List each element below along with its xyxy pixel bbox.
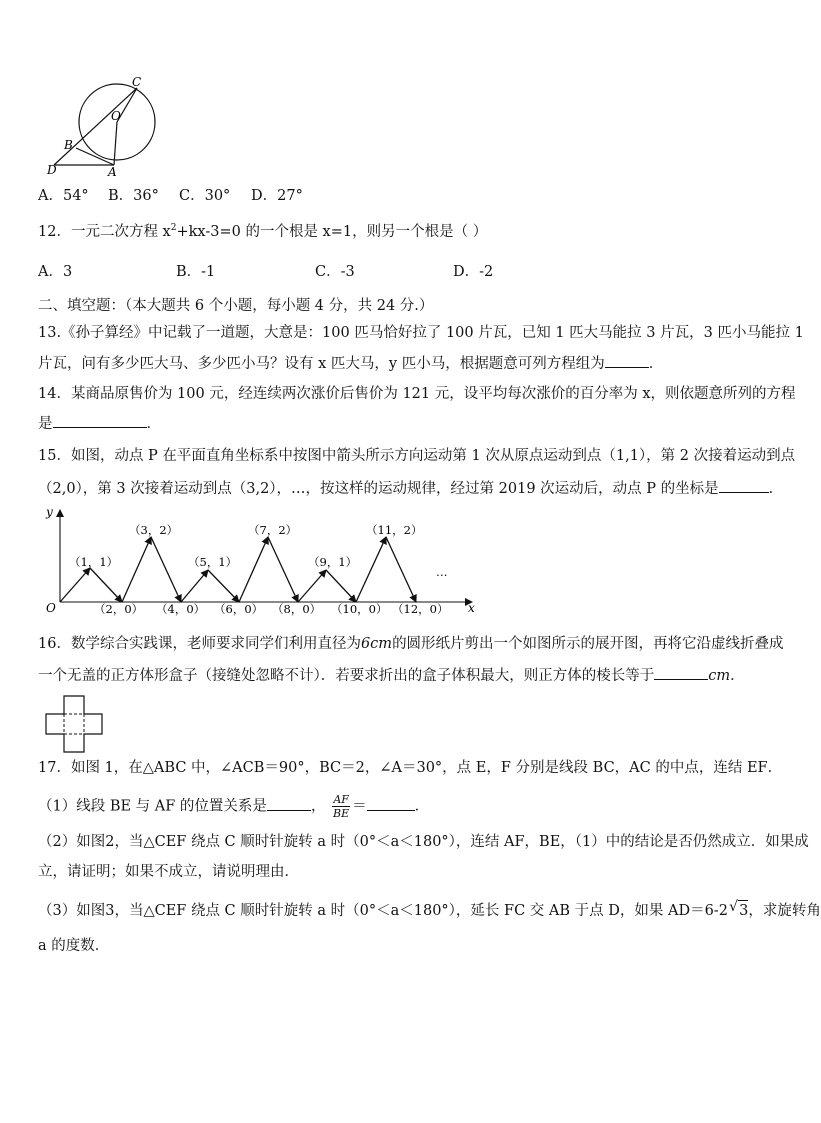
point-label-9-1: （9，1）: [308, 555, 358, 569]
q12-option-a[interactable]: A．3: [38, 264, 73, 280]
point-label-8-0: （8，0）: [272, 602, 322, 616]
continuation-ellipsis: …: [436, 565, 448, 579]
sqrt-symbol: √ 3: [738, 900, 748, 921]
q17-part3-line2: a 的度数．: [38, 938, 110, 954]
point-label-6-0: （6，0）: [214, 602, 264, 616]
q17-ratio-blank[interactable]: [367, 796, 415, 811]
q13-answer-blank[interactable]: [605, 353, 649, 368]
q11-options: [38, 186, 303, 206]
q14-line1: 14．某商品原售价为 100 元，经连续两次涨价后售价为 121 元，设平均每次涨价的百分率为 x，则依题意所列的方程: [38, 386, 796, 402]
q16-line2: 一个无盖的正方体形盒子（接缝处忽略不计）．若要求折出的盒子体积最大，则正方体的棱长等于 cm．: [38, 665, 745, 686]
section-heading: 二、填空题：（本大题共 6 个小题，每小题 4 分，共 24 分.）: [38, 298, 434, 314]
label-a: A: [108, 165, 117, 179]
q17-line1: 17．如图 1，在△ABC 中，∠ACB＝90°，BC＝2，∠A＝30°，点 E，F 分别是线段 BC，AC 的中点，连结 EF．: [38, 760, 783, 776]
q11-option-b[interactable]: B．36°: [108, 188, 159, 204]
q11-circle-figure: [44, 74, 164, 178]
origin-label: O: [46, 601, 56, 615]
point-label-5-1: （5，1）: [188, 555, 238, 569]
point-label-2-0: （2，0）: [94, 602, 144, 616]
q15-answer-blank[interactable]: [719, 478, 769, 493]
q12-question: 12．一元二次方程 $x^2+kx-3=0$ 的一个根是 x=1，则另一个根是（ ）: [38, 223, 488, 240]
q16-line1: 16．数学综合实践课，老师要求同学们利用直径为6cm的圆形纸片剪出一个如图所示的展开图，再将它沿虚线折叠成: [38, 636, 784, 652]
q14-line2: 是 ．: [38, 413, 161, 434]
point-label-7-2: （7，2）: [248, 523, 298, 537]
q13-line1: 13.《孙子算经》中记载了一道题，大意是：100 匹马恰好拉了 100 片瓦，已知 1 匹大马能拉 3 片瓦，3 匹小马能拉 1: [38, 325, 804, 341]
q12-option-c[interactable]: C．-3: [315, 264, 355, 280]
point-label-10-0: （10，0）: [331, 602, 388, 616]
zigzag-path: [60, 537, 416, 602]
q16-cube-net-figure: [44, 694, 104, 754]
q17-fraction: $\frac{AF}{BE}$: [333, 793, 350, 820]
q13-line2: 片瓦，问有多少匹大马、多少匹小马？设有 x 匹大马，y 匹小马，根据题意可列方程组为 ．: [38, 353, 663, 374]
point-label-1-1: （1，1）: [69, 555, 119, 569]
q14-answer-blank[interactable]: [53, 413, 147, 428]
axis-y-label: y: [46, 505, 53, 519]
axis-x-label: x: [468, 601, 475, 615]
point-label-4-0: （4，0）: [156, 602, 206, 616]
label-o: O: [111, 109, 121, 123]
label-b: B: [64, 138, 73, 152]
q15-zigzag-graph: [36, 504, 482, 616]
q11-option-a[interactable]: A．54°: [38, 188, 89, 204]
label-d: D: [47, 163, 57, 177]
label-c: C: [132, 75, 142, 89]
q15-line1: 15．如图，动点 P 在平面直角坐标系中按图中箭头所示方向运动第 1 次从原点运动到点（1,1），第 2 次接着运动到点: [38, 448, 796, 464]
point-label-12-0: （12，0）: [392, 602, 449, 616]
q17-part2-line1: （2）如图2，当△CEF 绕点 C 顺时针旋转 a 时（0°＜a＜180°），连结 AF，BE，（1）中的结论是否仍然成立．如果成: [38, 834, 809, 850]
q17-part3-line1: （3）如图3，当△CEF 绕点 C 顺时针旋转 a 时（0°＜a＜180°），延长 FC 交 AB 于点 D，如果 AD＝6-2 √ 3，求旋转角: [38, 900, 821, 921]
q15-line2: （2,0），第 3 次接着运动到点（3,2），…，按这样的运动规律，经过第 2019 次运动后，动点 P 的坐标是 ．: [38, 478, 783, 499]
point-label-3-2: （3，2）: [129, 523, 179, 537]
q12-option-d[interactable]: D．-2: [453, 264, 494, 280]
q17-part1: （1）线段 BE 与 AF 的位置关系是 ， $\frac{AF}{BE}$ ＝ ．: [38, 793, 430, 820]
q17-position-blank[interactable]: [267, 796, 311, 811]
q12-option-b[interactable]: B．-1: [176, 264, 216, 280]
q16-answer-blank[interactable]: [654, 665, 708, 680]
q12-options: [38, 262, 493, 282]
q17-part2-line2: 立，请证明；如果不成立，请说明理由．: [38, 864, 299, 880]
q11-option-d[interactable]: D．27°: [251, 188, 303, 204]
point-label-11-2: （11，2）: [366, 523, 423, 537]
q11-option-c[interactable]: C．30°: [179, 188, 231, 204]
